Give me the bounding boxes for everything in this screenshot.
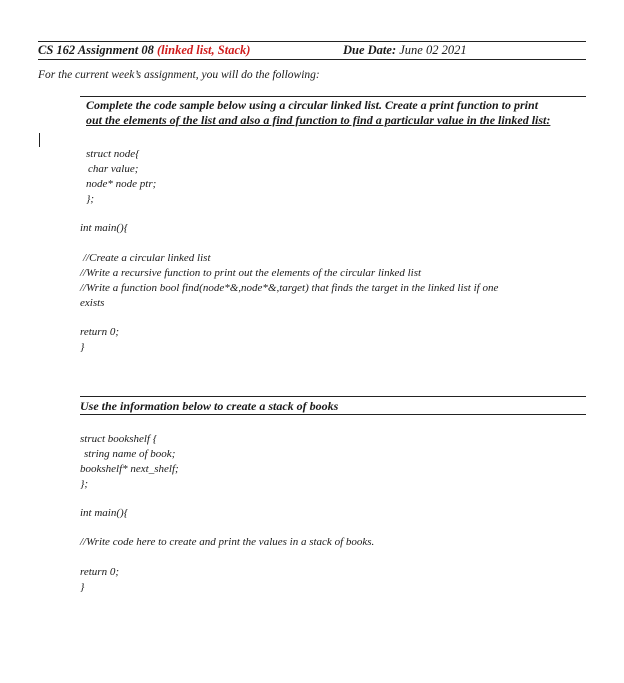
- due-date: [343, 43, 467, 58]
- text-cursor: [39, 133, 40, 147]
- due-label: Due Date:: [343, 43, 397, 57]
- section1-task-line1: Complete the code sample below using a circular linked list. Create a print function to print: [86, 98, 539, 112]
- code-line: char value;: [88, 163, 139, 175]
- section2-bottom-rule: [80, 414, 586, 415]
- header-top-rule: [38, 41, 586, 42]
- due-date-value: June 02 2021: [399, 43, 467, 57]
- section2-task: [80, 399, 338, 414]
- section1-task: [86, 98, 550, 128]
- code-line: };: [80, 478, 89, 490]
- header-bottom-rule: [38, 59, 586, 60]
- topic-label: (linked list, Stack): [157, 43, 251, 57]
- code-line: exists: [80, 297, 105, 309]
- code-line: //Write code here to create and print the values in a stack of books.: [80, 536, 375, 548]
- code-line: bookshelf* next_shelf;: [80, 463, 179, 475]
- code-line: }: [80, 341, 85, 353]
- section2-top-rule: [80, 396, 586, 397]
- code-line: string name of book;: [84, 448, 176, 460]
- assignment-title: [38, 43, 250, 58]
- code-line: return 0;: [80, 566, 120, 578]
- code-line: //Write a recursive function to print out the elements of the circular linked list: [80, 267, 422, 279]
- code-line: int main(){: [80, 507, 129, 519]
- course-label: CS 162 Assignment 08: [38, 43, 154, 57]
- code-line: node* node ptr;: [86, 178, 157, 190]
- intro-text: For the current week’s assignment, you will do the following:: [38, 69, 320, 81]
- code-line: //Write a function bool find(node*&,node*&,target) that finds the target in the linked list if one: [80, 282, 499, 294]
- section2-task-text: Use the information below to create a stack of books: [80, 399, 339, 413]
- code-line: };: [86, 193, 95, 205]
- code-line: struct node{: [86, 148, 140, 160]
- code-line: }: [80, 581, 85, 593]
- section1-task-line2: out the elements of the list and also a find function to find a particular value in the linked list:: [86, 113, 551, 127]
- code-line: int main(){: [80, 222, 129, 234]
- code-line: return 0;: [80, 326, 120, 338]
- code-line: //Create a circular linked list: [83, 252, 211, 264]
- section1-top-rule: [80, 96, 586, 97]
- code-line: struct bookshelf {: [80, 433, 158, 445]
